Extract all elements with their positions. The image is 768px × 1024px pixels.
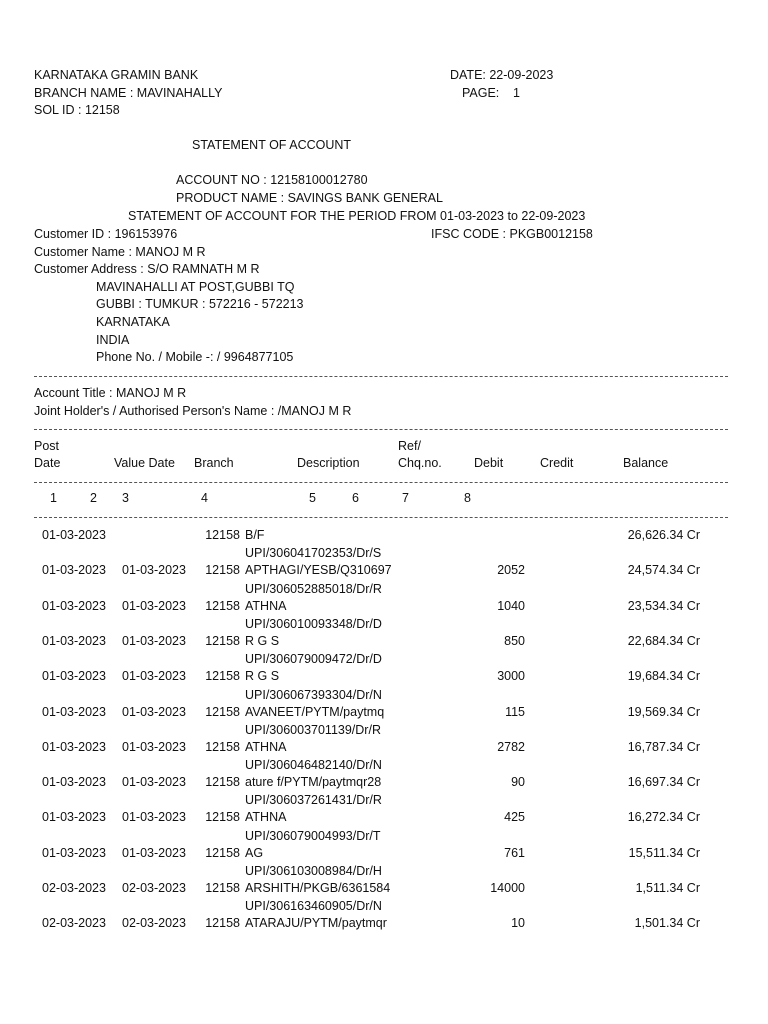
branch-code: 12158 (205, 740, 240, 754)
ifsc-code: IFSC CODE : PKGB0012158 (431, 227, 593, 241)
description: APTHAGI/YESB/Q310697 (245, 563, 392, 577)
col-number: 8 (464, 491, 471, 505)
col-balance: Balance (623, 456, 669, 470)
col-number: 1 (50, 491, 57, 505)
col-branch: Branch (194, 456, 234, 470)
account-title: Account Title : MANOJ M R (34, 386, 187, 400)
value-date: 02-03-2023 (122, 916, 186, 930)
balance-amount: 1,511.34 Cr (635, 881, 700, 895)
debit-amount: 3000 (497, 669, 525, 683)
post-date: 02-03-2023 (42, 881, 106, 895)
branch-code: 12158 (205, 775, 240, 789)
phone-number: Phone No. / Mobile -: / 9964877105 (96, 350, 294, 364)
balance-amount: 16,272.34 Cr (627, 810, 700, 824)
account-number: ACCOUNT NO : 12158100012780 (176, 173, 368, 187)
description-ref: UPI/306037261431/Dr/R (245, 793, 382, 807)
description: ATARAJU/PYTM/paytmqr (245, 916, 387, 930)
description-ref: UPI/306010093348/Dr/D (245, 617, 382, 631)
post-date: 01-03-2023 (42, 599, 106, 613)
sol-id: SOL ID : 12158 (34, 103, 120, 117)
col-value-date: Value Date (114, 456, 175, 470)
divider (34, 482, 728, 483)
col-number: 6 (352, 491, 359, 505)
col-debit: Debit (474, 456, 504, 470)
branch-code: 12158 (205, 846, 240, 860)
post-date: 01-03-2023 (42, 740, 106, 754)
description: ATHNA (245, 599, 287, 613)
debit-amount: 2782 (497, 740, 525, 754)
post-date: 01-03-2023 (42, 528, 106, 542)
description-ref: UPI/306052885018/Dr/R (245, 582, 382, 596)
value-date: 01-03-2023 (122, 740, 186, 754)
description-ref: UPI/306041702353/Dr/S (245, 546, 382, 560)
debit-amount: 2052 (497, 563, 525, 577)
bank-name: KARNATAKA GRAMIN BANK (34, 68, 199, 82)
balance-amount: 24,574.34 Cr (627, 563, 700, 577)
col-ref: Ref/ (398, 439, 421, 453)
description-ref: UPI/306163460905/Dr/N (245, 899, 382, 913)
debit-amount: 425 (504, 810, 525, 824)
post-date: 02-03-2023 (42, 916, 106, 930)
debit-amount: 14000 (490, 881, 525, 895)
branch-code: 12158 (205, 810, 240, 824)
debit-amount: 10 (511, 916, 525, 930)
debit-amount: 761 (504, 846, 525, 860)
description: ature f/PYTM/paytmqr28 (245, 775, 382, 789)
joint-holder: Joint Holder's / Authorised Person's Name : /MANOJ M R (34, 404, 352, 418)
value-date: 01-03-2023 (122, 669, 186, 683)
description: ATHNA (245, 810, 287, 824)
value-date: 01-03-2023 (122, 810, 186, 824)
debit-amount: 1040 (497, 599, 525, 613)
col-number: 7 (402, 491, 409, 505)
debit-amount: 850 (504, 634, 525, 648)
description: AVANEET/PYTM/paytmq (245, 705, 385, 719)
col-number: 5 (309, 491, 316, 505)
value-date: 01-03-2023 (122, 775, 186, 789)
post-date: 01-03-2023 (42, 775, 106, 789)
description-ref: UPI/306103008984/Dr/H (245, 864, 382, 878)
description: B/F (245, 528, 265, 542)
post-date: 01-03-2023 (42, 810, 106, 824)
post-date: 01-03-2023 (42, 563, 106, 577)
balance-amount: 16,697.34 Cr (627, 775, 700, 789)
customer-address: Customer Address : S/O RAMNATH M R (34, 262, 260, 276)
balance-amount: 15,511.34 Cr (628, 846, 700, 860)
description: AG (245, 846, 264, 860)
description-ref: UPI/306003701139/Dr/R (245, 723, 381, 737)
balance-amount: 26,626.34 Cr (627, 528, 700, 542)
branch-code: 12158 (205, 881, 240, 895)
branch-code: 12158 (205, 916, 240, 930)
description-ref: UPI/306046482140/Dr/N (245, 758, 382, 772)
address-line: KARNATAKA (96, 315, 170, 329)
col-description: Description (297, 456, 360, 470)
address-line: INDIA (96, 333, 130, 347)
value-date: 01-03-2023 (122, 846, 186, 860)
post-date: 01-03-2023 (42, 846, 106, 860)
col-post: Post (34, 439, 60, 453)
balance-amount: 19,684.34 Cr (627, 669, 700, 683)
value-date: 01-03-2023 (122, 634, 186, 648)
product-name: PRODUCT NAME : SAVINGS BANK GENERAL (176, 191, 443, 205)
value-date: 02-03-2023 (122, 881, 186, 895)
branch-code: 12158 (205, 528, 240, 542)
branch-code: 12158 (205, 705, 240, 719)
balance-amount: 23,534.34 Cr (627, 599, 700, 613)
statement-title: STATEMENT OF ACCOUNT (192, 138, 352, 152)
post-date: 01-03-2023 (42, 669, 106, 683)
post-date: 01-03-2023 (42, 634, 106, 648)
value-date: 01-03-2023 (122, 599, 186, 613)
page-number: 1 (513, 86, 520, 100)
balance-amount: 22,684.34 Cr (627, 634, 700, 648)
description-ref: UPI/306067393304/Dr/N (245, 688, 382, 702)
balance-amount: 19,569.34 Cr (627, 705, 700, 719)
branch-code: 12158 (205, 599, 240, 613)
customer-id: Customer ID : 196153976 (34, 227, 178, 241)
description-ref: UPI/306079009472/Dr/D (245, 652, 382, 666)
branch-code: 12158 (205, 563, 240, 577)
divider (34, 517, 728, 518)
col-number: 4 (201, 491, 208, 505)
statement-period: STATEMENT OF ACCOUNT FOR THE PERIOD FROM 01-03-2023 to 22-09-2023 (128, 209, 586, 223)
divider (34, 429, 728, 430)
col-chq-no: Chq.no. (398, 456, 442, 470)
address-line: GUBBI : TUMKUR : 572216 - 572213 (96, 297, 304, 311)
col-date: Date (34, 456, 61, 470)
statement-date: DATE: 22-09-2023 (450, 68, 554, 82)
branch-name: BRANCH NAME : MAVINAHALLY (34, 86, 223, 100)
value-date: 01-03-2023 (122, 563, 186, 577)
value-date: 01-03-2023 (122, 705, 186, 719)
branch-code: 12158 (205, 669, 240, 683)
divider (34, 376, 728, 377)
col-number: 2 (90, 491, 97, 505)
balance-amount: 1,501.34 Cr (634, 916, 700, 930)
page-label: PAGE: (462, 86, 500, 100)
debit-amount: 115 (505, 705, 525, 719)
branch-code: 12158 (205, 634, 240, 648)
customer-name: Customer Name : MANOJ M R (34, 245, 206, 259)
description: ATHNA (245, 740, 287, 754)
balance-amount: 16,787.34 Cr (627, 740, 700, 754)
debit-amount: 90 (511, 775, 525, 789)
description-ref: UPI/306079004993/Dr/T (245, 829, 381, 843)
col-credit: Credit (540, 456, 574, 470)
address-line: MAVINAHALLI AT POST,GUBBI TQ (96, 280, 295, 294)
description: R G S (245, 634, 280, 648)
col-number: 3 (122, 491, 129, 505)
post-date: 01-03-2023 (42, 705, 106, 719)
description: ARSHITH/PKGB/6361584 (245, 881, 391, 895)
description: R G S (245, 669, 280, 683)
